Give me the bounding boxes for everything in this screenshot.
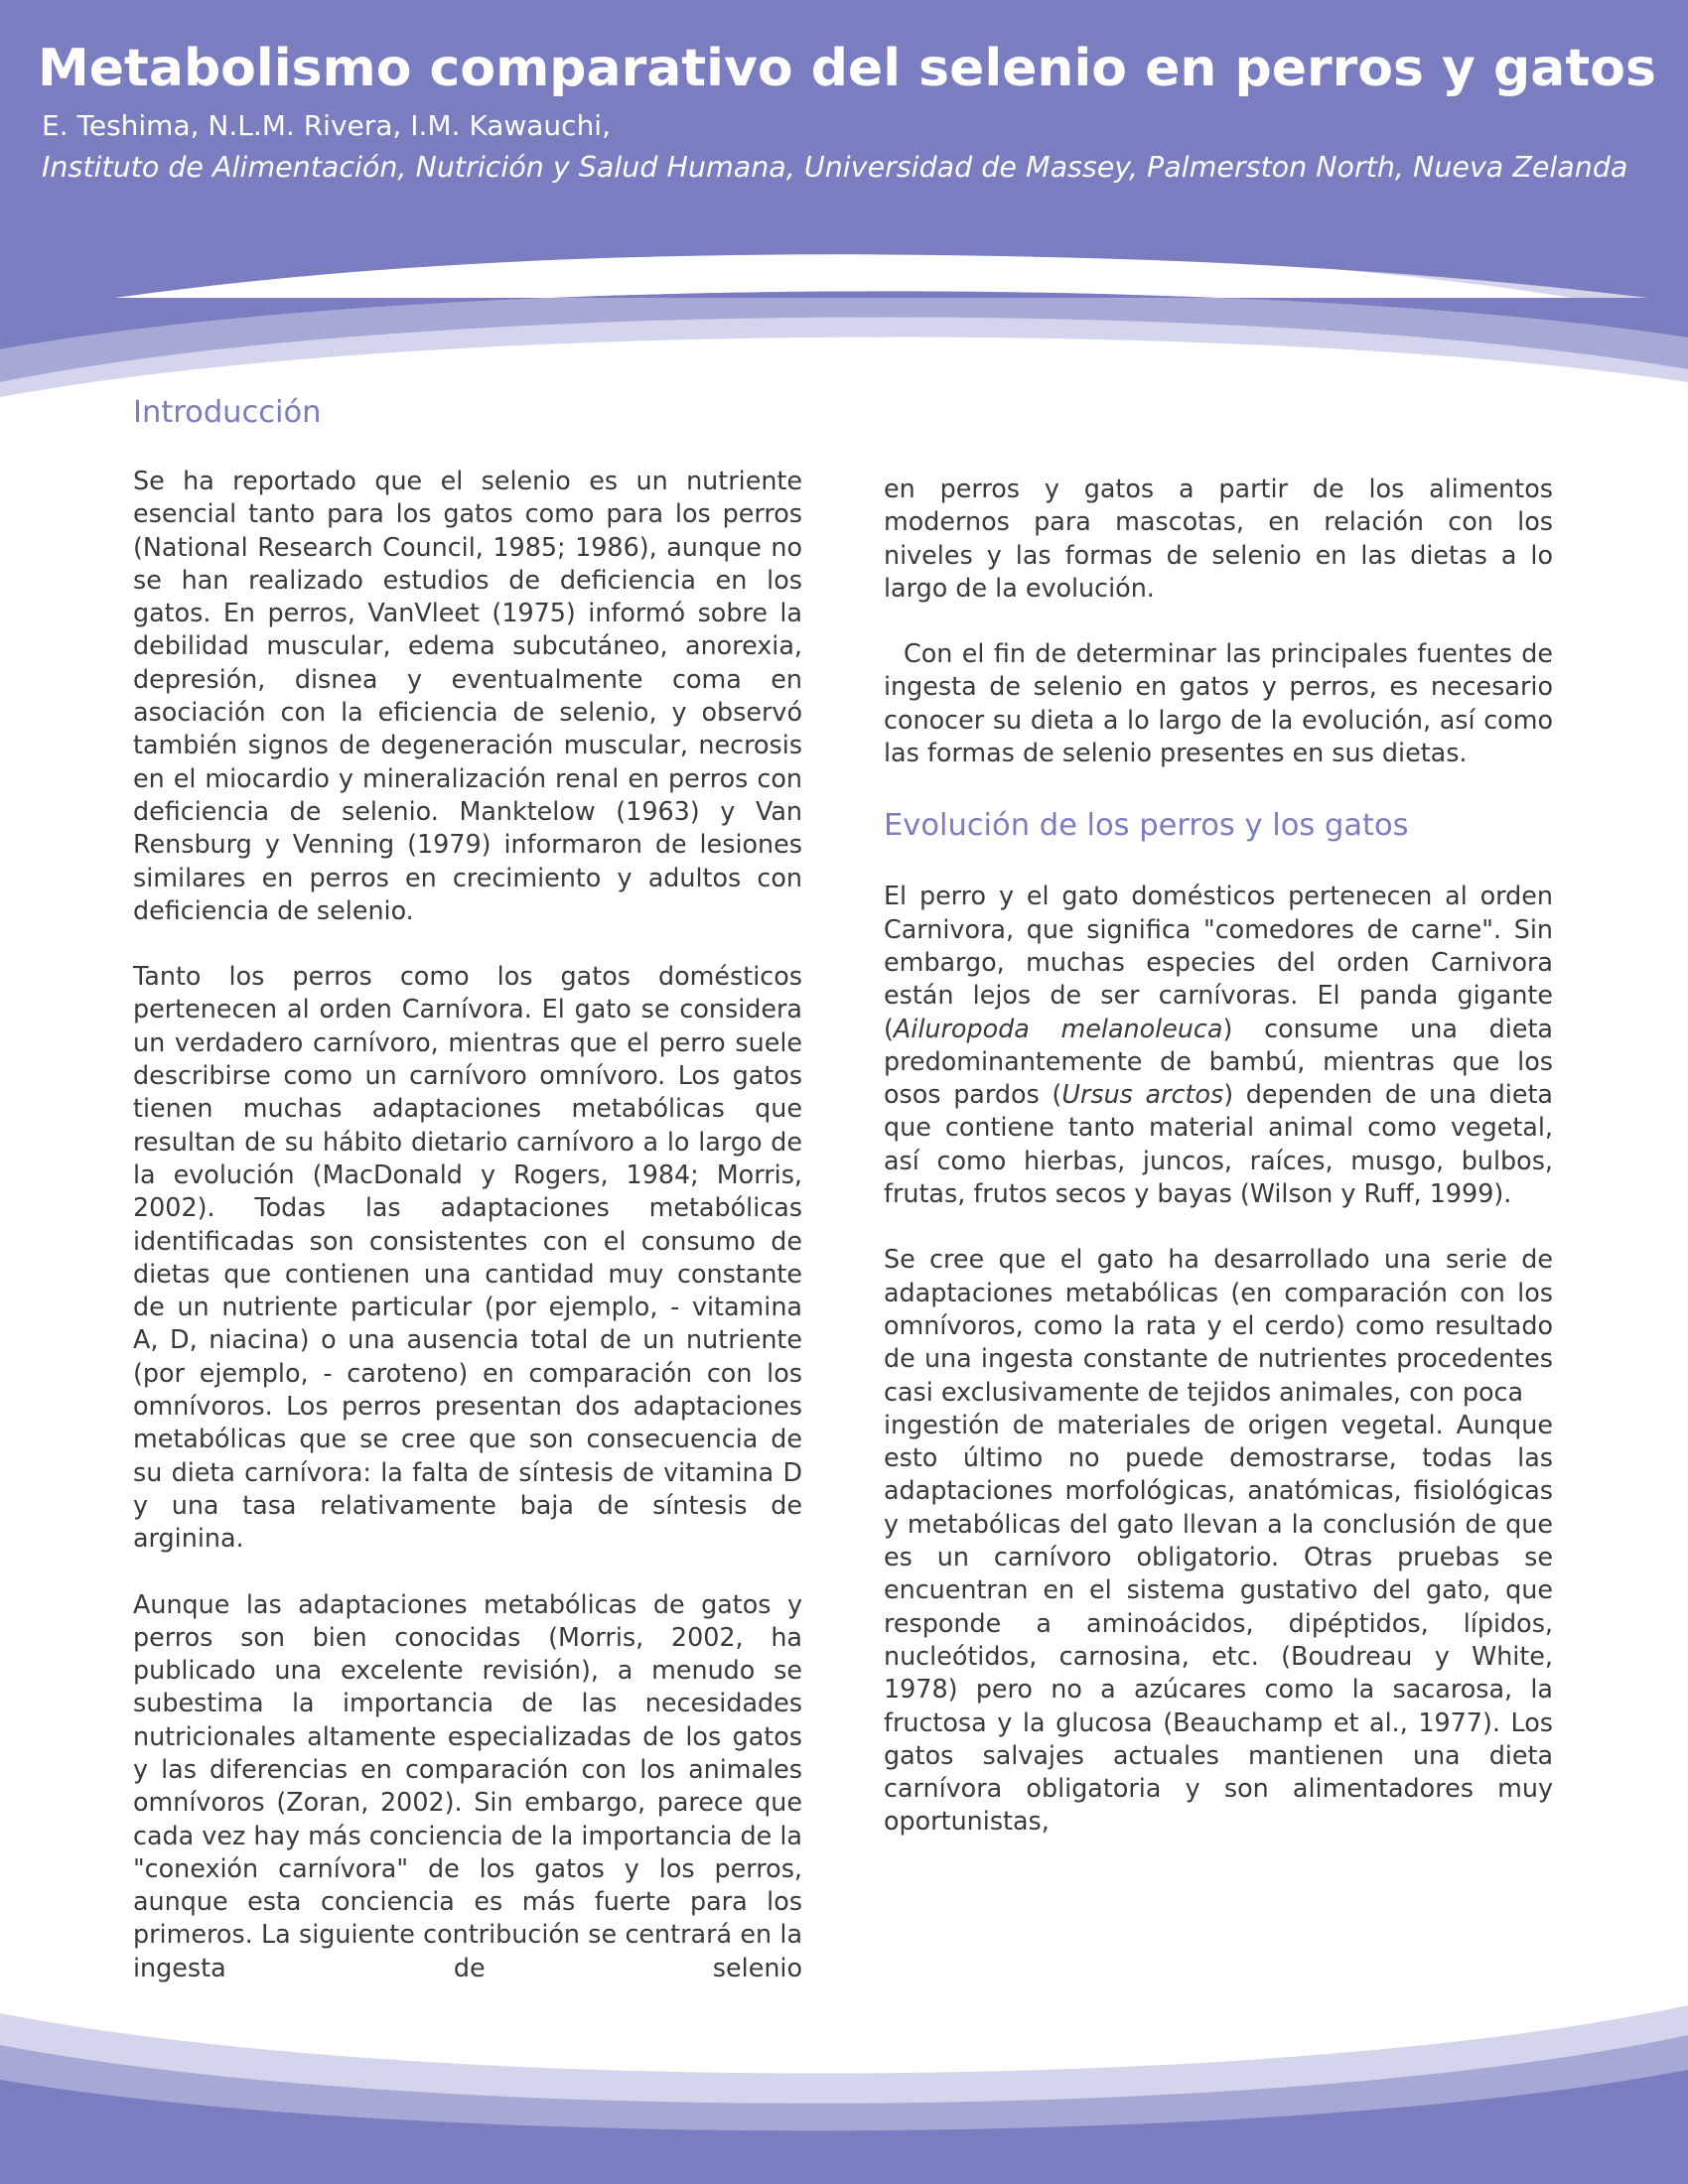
evolution-paragraph-2-continued: ingestión de materiales de origen vegetal. Aunque esto último no puede demostrarse, todas las adaptaciones morfológicas, anatómicas, fisiológicas y metabólicas del gato llevan a la conclusión de que es un carnívoro obligatorio. Otras pruebas se encuentran en el sistema gustativo del gato, que responde a aminoácidos, dipéptidos, lípidos, nucleótidos, carnosina, etc. (Boudreau y White, 1978) pero no a azúcares como la sacarosa, la fructosa y la glucosa (Beauchamp et al., 1977). Los gatos salvajes actuales mantienen una dieta carnívora obligatoria y son alimentadores muy oportunistas, (884, 1409, 1553, 1837)
intro-paragraph-3-continued: en perros y gatos a partir de los alimentos modernos para mascotas, en relación con los niveles y las formas de selenio en las dietas a lo largo de la evolución. (884, 474, 1553, 603)
evolution-paragraph-1 (884, 880, 1553, 1210)
evolution-p2-text-a: Se cree que el gato ha desarrollado una serie de adaptaciones metabólicas (en comparación con los omnívoros, como la rata y el cerdo) como resultado de una ingesta constante de nutrientes procedentes casi exclusivamente de tejidos animales, con poca (884, 1244, 1553, 1407)
paper-affiliation: Instituto de Alimentación, Nutrición y Salud Humana, Universidad de Massey, Palmerston North, Nueva Zelanda (42, 151, 1628, 184)
left-column (133, 395, 802, 2017)
evolution-p1-text-a: El perro y el gato domésticos pertenecen al orden Carnivora, que significa "comedores de carne". Sin embargo, muchas especies del orden Carnivora están lejos de ser carnívoras. El panda gigante ( (884, 881, 1553, 1043)
intro-paragraph-4: Con el fin de determinar las principales fuentes de ingesta de selenio en gatos y perros, es necesario conocer su dieta a lo largo de la evolución, así como las formas de selenio presentes en sus dietas. (884, 638, 1553, 768)
paper-title: Metabolismo comparativo del selenio en perros y gatos (38, 39, 1656, 98)
intro-paragraph-2: Tanto los perros como los gatos domésticos pertenecen al orden Carnívora. El gato se considera un verdadero carnívoro, mientras que el perro suele describirse como un carnívoro omnívoro. Los gatos tienen muchas adaptaciones metabólicas que resultan de su hábito dietario carnívoro a lo largo de la evolución (MacDonald y Rogers, 1984; Morris, 2002). Todas las adaptaciones metabólicas identificadas son consistentes con el consumo de dietas que contienen una cantidad muy constante de un nutriente particular (por ejemplo, - vitamina A, D, niacina) o una ausencia total de un nutriente (por ejemplo, - caroteno) en comparación con los omnívoros. Los perros presentan dos adaptaciones metabólicas que se cree que son consecuencia de su dieta carnívora: la falta de síntesis de vitamina D y una tasa relativamente baja de síntesis de arginina. (133, 961, 802, 1554)
evolution-paragraph-2 (884, 1243, 1553, 1408)
evolution-heading: Evolución de los perros y los gatos (884, 808, 1409, 844)
species-name-bear: Ursus arctos (1061, 1079, 1224, 1110)
footer-banner (0, 1976, 1688, 2184)
intro-paragraph-3: Aunque las adaptaciones metabólicas de gatos y perros son bien conocidas (Morris, 2002, ha publicado una excelente revisión), a menudo se subestima la importancia de las necesidades nutricionales altamente especializadas de los gatos y las diferencias en comparación con los animales omnívoros (Zoran, 2002). Sin embargo, parece que cada vez hay más conciencia de la importancia de la "conexión carnívora" de los gatos y los perros, aunque esta conciencia es más fuerte para los primeros. La siguiente contribución se centrará en la ingesta de selenio (133, 1588, 802, 1982)
paper-authors: E. Teshima, N.L.M. Rivera, I.M. Kawauchi, (42, 109, 611, 142)
evolution-p1-text-c: ) dependen de una dieta que contiene tanto material animal como vegetal, así como hierbas, juncos, raíces, musgo, bulbos, frutas, frutos secos y bayas (Wilson y Ruff, 1999). (884, 1079, 1553, 1209)
intro-heading: Introducción (133, 395, 322, 430)
right-column (884, 473, 1553, 1871)
evolution-p1-text-b: ) consume una dieta predominantemente de bambú, mientras que los osos pardos ( (884, 1013, 1553, 1110)
species-name-panda: Ailuropoda melanoleuca (893, 1013, 1223, 1043)
intro-paragraph-1: Se ha reportado que el selenio es un nutriente esencial tanto para los gatos como para los perros (National Research Council, 1985; 1986), aunque no se han realizado estudios de deficiencia en los gatos. En perros, VanVleet (1975) informó sobre la debilidad muscular, edema subcutáneo, anorexia, depresión, disnea y eventualmente coma en asociación con la eficiencia de selenio, y observó también signos de degeneración muscular, necrosis en el miocardio y mineralización renal en perros con deficiencia de selenio. Manktelow (1963) y Van Rensburg y Venning (1979) informaron de lesiones similares en perros en crecimiento y adultos con deficiencia de selenio. (133, 466, 802, 925)
